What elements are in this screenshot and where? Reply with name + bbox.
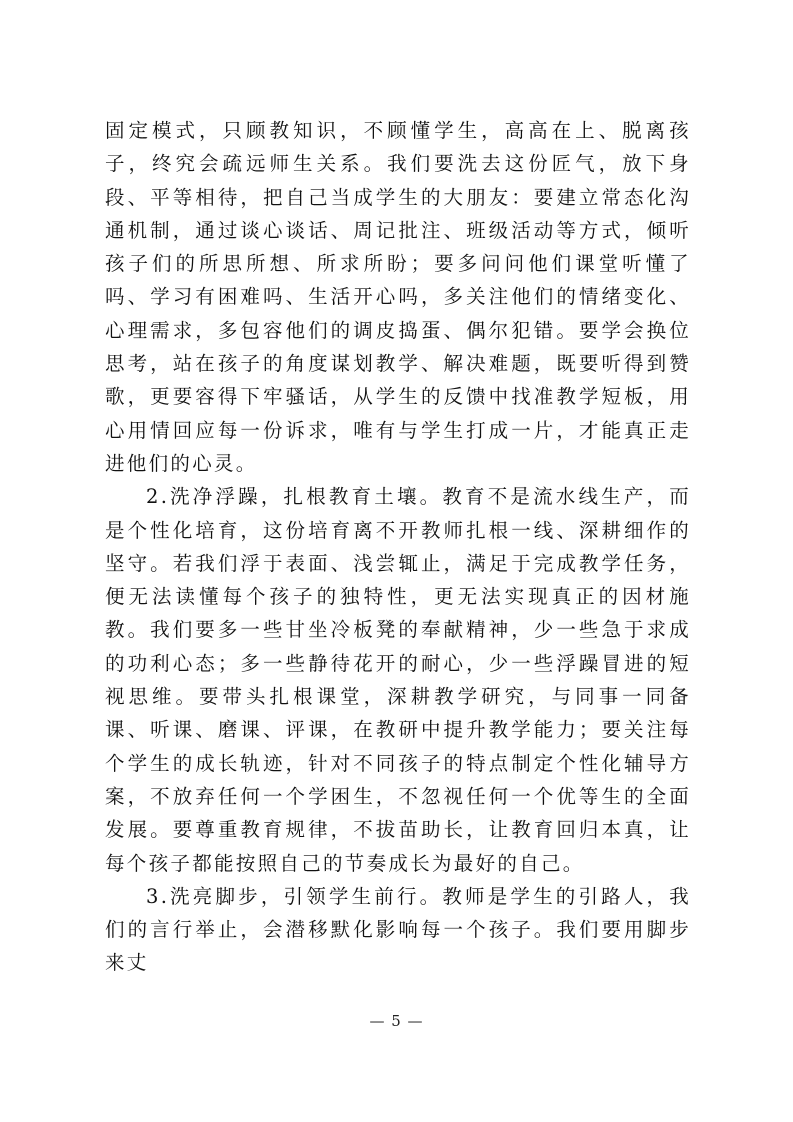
paragraph-section-2: 2.洗净浮躁，扎根教育土壤。教育不是流水线生产，而是个性化培育，这份培育离不开教师扎根一线、深耕细作的坚守。若我们浮于表面、浅尝辄止，满足于完成教学任务，便无法读懂每个孩子的独特性，更无法实现真正的因材施教。我们要多一些甘坐冷板凳的奉献精神，少一些急于求成的功利心态；多一些静待花开的耐心，少一些浮躁冒进的短视思维。要带头扎根课堂，深耕教学研究，与同事一同备课、听课、磨课、评课，在教研中提升教学能力；要关注每个学生的成长轨迹，针对不同孩子的特点制定个性化辅导方案，不放弃任何一个学困生，不忽视任何一个优等生的全面发展。要尊重教育规律，不拔苗助长，让教育回归本真，让每个孩子都能按照自己的节奏成长为最好的自己。 — [105, 485, 691, 875]
paragraph-continuation: 固定模式，只顾教知识，不顾懂学生，高高在上、脱离孩子，终究会疏远师生关系。我们要洗去这份匠气，放下身段、平等相待，把自己当成学生的大朋友：要建立常态化沟通机制，通过谈心谈话、周记批注、班级活动等方式，倾听孩子们的所思所想、所求所盼；要多问问他们课堂听懂了吗、学习有困难吗、生活开心吗，多关注他们的情绪变化、心理需求，多包容他们的调皮捣蛋、偶尔犯错。要学会换位思考，站在孩子的角度谋划教学、解决难题，既要听得到赞歌，更要容得下牢骚话，从学生的反馈中找准教学短板，用心用情回应每一份诉求，唯有与学生打成一片，才能真正走进他们的心灵。 — [105, 119, 691, 475]
page-number: — 5 — — [369, 1012, 424, 1030]
paragraph-section-3: 3.洗亮脚步，引领学生前行。教师是学生的引路人，我们的言行举止，会潜移默化影响每一个孩子。我们要用脚步来丈 — [105, 884, 691, 975]
document-page — [105, 114, 691, 980]
